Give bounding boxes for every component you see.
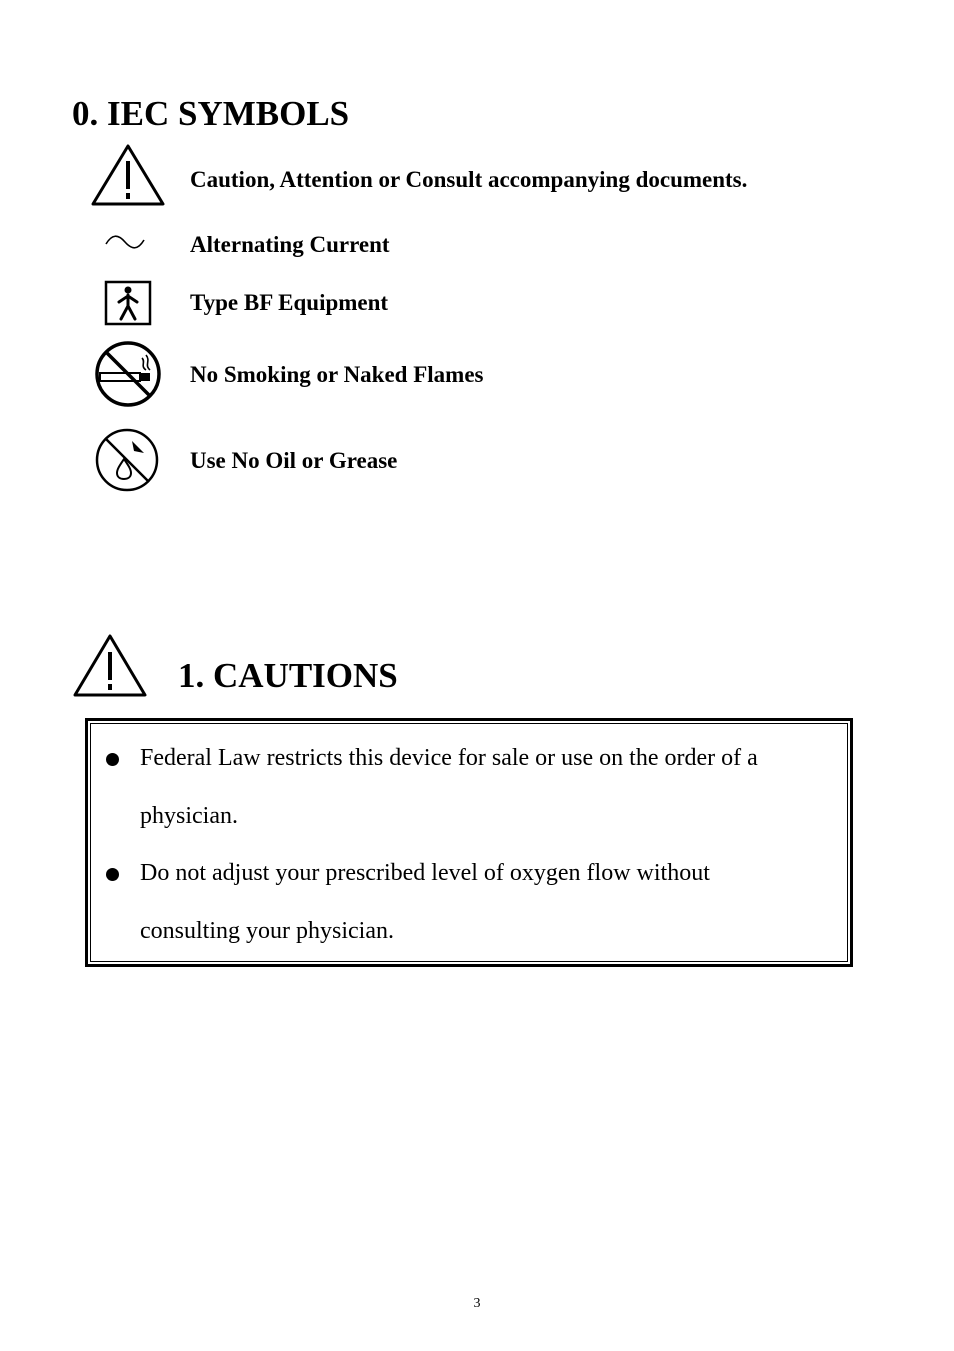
bullet-icon <box>106 868 119 881</box>
iec-symbols-heading: 0. IEC SYMBOLS <box>72 94 350 133</box>
no-smoking-label: No Smoking or Naked Flames <box>190 362 484 387</box>
alternating-current-label: Alternating Current <box>190 232 390 257</box>
cautions-warning-icon <box>72 633 148 698</box>
bullet-icon <box>106 753 119 766</box>
caution-item-1-line-2: physician. <box>140 803 238 829</box>
type-bf-equipment-icon <box>104 280 152 326</box>
caution-item-1-line-1: Federal Law restricts this device for sale or use on the order of a <box>140 745 758 771</box>
page-number: 3 <box>473 1296 481 1311</box>
caution-triangle-icon <box>90 143 166 207</box>
alternating-current-icon <box>104 234 146 250</box>
cautions-heading: 1. CAUTIONS <box>178 656 398 695</box>
caution-symbol-label: Caution, Attention or Consult accompanying documents. <box>190 167 748 192</box>
type-bf-equipment-label: Type BF Equipment <box>190 290 389 315</box>
caution-item-2-line-2: consulting your physician. <box>140 918 394 944</box>
no-oil-grease-icon <box>94 427 160 493</box>
no-oil-grease-label: Use No Oil or Grease <box>190 448 398 473</box>
caution-item-2-line-1: Do not adjust your prescribed level of oxygen flow without <box>140 860 710 886</box>
no-smoking-icon <box>94 340 162 408</box>
